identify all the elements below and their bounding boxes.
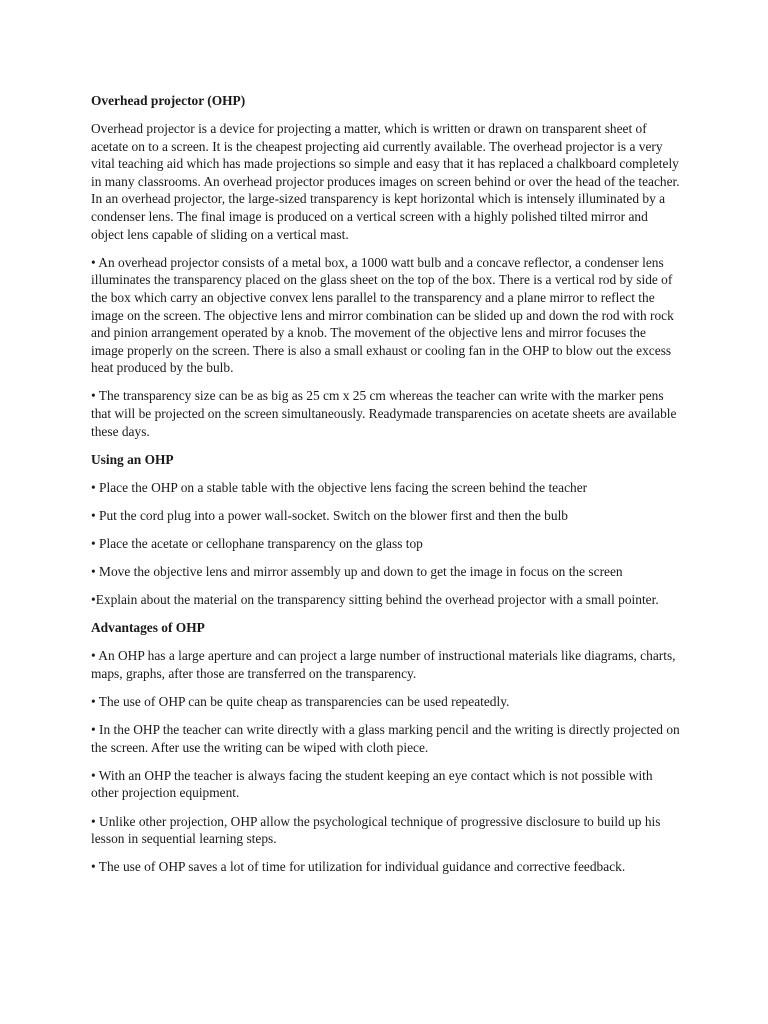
list-item: • An overhead projector consists of a metal box, a 1000 watt bulb and a concave reflector, a condenser lens illuminates the transparency placed on the glass sheet on the top of the box. There is a vertical rod by side of the box which carry an objective convex lens parallel to the transparency and a plane mirror to reflect the image on the screen. The objective lens and mirror combination can be slided up and down the rod with rock and pinion arrangement operated by a knob. The movement of the objective lens and mirror focuses the image properly on the screen. There is also a small exhaust or cooling fan in the OHP to blow out the excess heat produced by the bulb. bbox=[91, 254, 674, 376]
list-item: • Place the OHP on a stable table with the objective lens facing the screen behind the teacher bbox=[91, 479, 588, 495]
document-page bbox=[91, 92, 681, 886]
section-heading-advantages: Advantages of OHP bbox=[91, 620, 205, 636]
intro-paragraph: Overhead projector is a device for projecting a matter, which is written or drawn on transparent sheet of acetate on to a screen. It is the cheapest projecting aid currently available. The overhead projector is a very vital teaching aid which has made projections so simple and easy that it has replaced a chalkboard completely in many classrooms. An overhead projector produces images on screen behind or over the head of the teacher. In an overhead projector, the large-sized transparency is kept horizontal which is intensely illuminated by a condenser lens. The final image is produced on a vertical screen with a highly polished tilted mirror and object lens capable of sliding on a vertical mast. bbox=[91, 121, 680, 242]
list-item: • In the OHP the teacher can write directly with a glass marking pencil and the writing is directly projected on the screen. After use the writing can be wiped with cloth piece. bbox=[91, 722, 680, 755]
section-heading-using: Using an OHP bbox=[91, 451, 174, 467]
list-item: • The use of OHP can be quite cheap as transparencies can be used repeatedly. bbox=[91, 694, 510, 710]
list-item: •Explain about the material on the transparency sitting behind the overhead projector with a small pointer. bbox=[91, 592, 659, 608]
list-item: • An OHP has a large aperture and can project a large number of instructional materials like diagrams, charts, maps, graphs, after those are transferred on the transparency. bbox=[91, 648, 676, 681]
list-item: • The use of OHP saves a lot of time for utilization for individual guidance and corrective feedback. bbox=[91, 859, 626, 875]
list-item: • Put the cord plug into a power wall-socket. Switch on the blower first and then the bulb bbox=[91, 507, 568, 523]
list-item: • With an OHP the teacher is always facing the student keeping an eye contact which is not possible with other projection equipment. bbox=[91, 767, 653, 801]
list-item: • Unlike other projection, OHP allow the psychological technique of progressive disclosure to build up his lesson in sequential learning steps. bbox=[91, 813, 661, 847]
list-item: • Place the acetate or cellophane transparency on the glass top bbox=[91, 535, 423, 551]
section-heading-ohp: Overhead projector (OHP) bbox=[91, 93, 246, 108]
list-item: • Move the objective lens and mirror assembly up and down to get the image in focus on the screen bbox=[91, 564, 623, 580]
list-item: • The transparency size can be as big as 25 cm x 25 cm whereas the teacher can write with the marker pens that will be projected on the screen simultaneously. Readymade transparencies on acetate sheets are available these days. bbox=[91, 388, 677, 439]
